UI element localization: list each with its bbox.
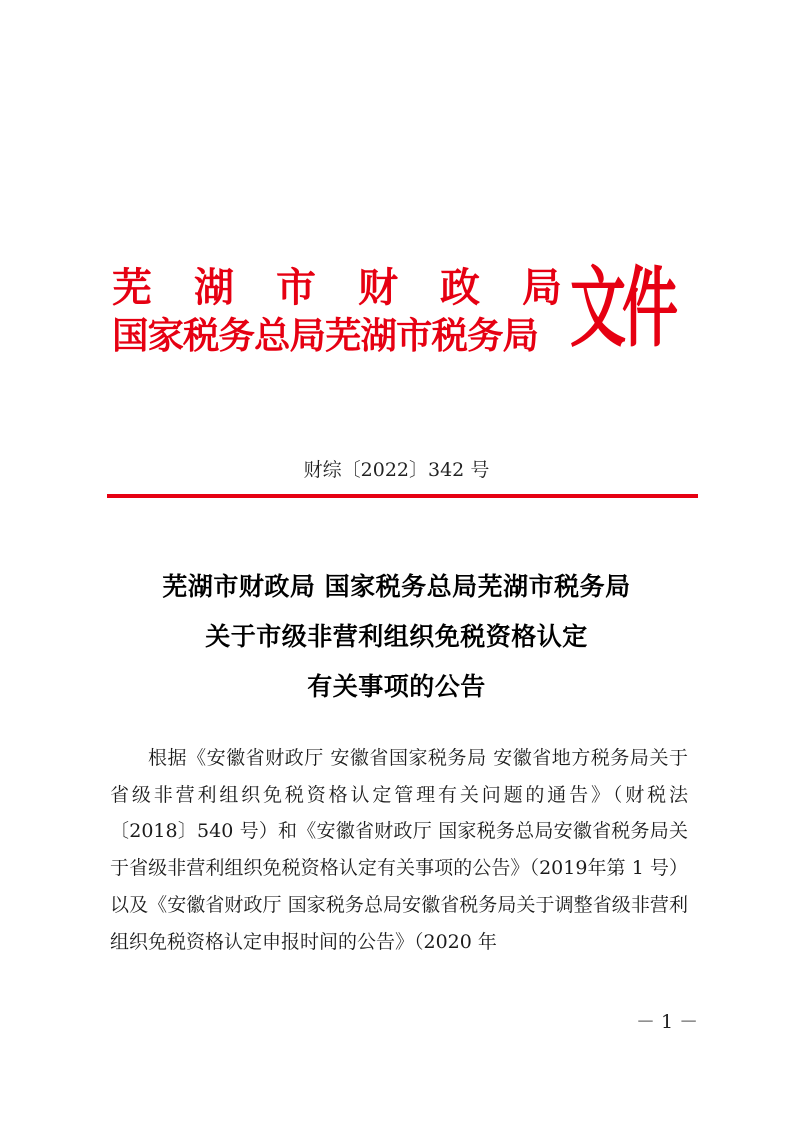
issuer-line-finance-bureau (112, 264, 562, 312)
page-number: － 1 － (636, 1011, 699, 1033)
issuer-block (112, 264, 562, 360)
body-paragraph: 根据《安徽省财政厅 安徽省国家税务局 安徽省地方税务局关于省级非营利组织免税资格认定管理有关问题的通告》（财税法〔2018〕540 号）和《安徽省财政厅 国家税务总局安徽省税务局关于省级非营利组织免税资格认定有关事项的公告》（2019年第 1 号）以及《安徽省财政厅 国家税务总局安徽省税务局关于调整省级非营利组织免税资格认定申报时间的公告》（2020 年 (110, 747, 688, 953)
title-line-2: 关于市级非营利组织免税资格认定 (205, 622, 588, 651)
document-number: 财综〔2022〕342 号 (303, 459, 490, 481)
document-mark: 文件 (570, 259, 674, 360)
issuer-char: 市 (276, 265, 316, 311)
title-line-3: 有关事项的公告 (307, 672, 486, 701)
issuer-char: 芜 (112, 265, 152, 311)
title-line-1: 芜湖市财政局 国家税务总局芜湖市税务局 (162, 572, 631, 601)
issuer-char: 政 (440, 265, 480, 311)
issuer-char: 局 (522, 265, 562, 311)
red-divider-line (107, 494, 698, 498)
issuer-char: 湖 (194, 265, 234, 311)
announcement-title (0, 562, 793, 712)
issuer-line-tax-bureau: 国家税务总局芜湖市税务局 (112, 314, 538, 357)
issuer-char: 财 (358, 265, 398, 311)
